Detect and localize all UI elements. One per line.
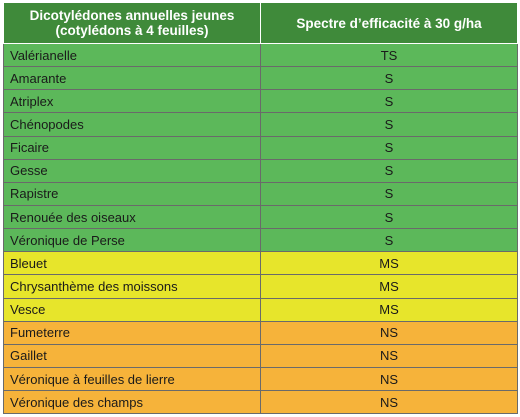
weed-name-cell: Gesse: [4, 159, 261, 182]
efficacy-value-cell: S: [261, 67, 518, 90]
efficacy-value-cell: S: [261, 136, 518, 159]
table-row: [4, 344, 518, 367]
efficacy-value-cell: NS: [261, 344, 518, 367]
table-row: [4, 67, 518, 90]
weed-name-cell: Atriplex: [4, 90, 261, 113]
efficacy-value-cell: MS: [261, 275, 518, 298]
weed-name-cell: Chénopodes: [4, 113, 261, 136]
weed-name-cell: Gaillet: [4, 344, 261, 367]
table-row: [4, 229, 518, 252]
efficacy-value-cell: NS: [261, 391, 518, 414]
weed-name-cell: Véronique à feuilles de lierre: [4, 367, 261, 390]
table-row: [4, 275, 518, 298]
weed-name-cell: Chrysanthème des moissons: [4, 275, 261, 298]
efficacy-value-cell: MS: [261, 252, 518, 275]
efficacy-value-cell: S: [261, 113, 518, 136]
efficacy-value-cell: NS: [261, 321, 518, 344]
table-row: [4, 113, 518, 136]
table-row: [4, 298, 518, 321]
table-row: [4, 44, 518, 67]
efficacy-value-cell: MS: [261, 298, 518, 321]
efficacy-value-cell: S: [261, 205, 518, 228]
efficacy-value-cell: S: [261, 90, 518, 113]
weed-name-cell: Ficaire: [4, 136, 261, 159]
weed-name-cell: Amarante: [4, 67, 261, 90]
weed-name-cell: Véronique de Perse: [4, 229, 261, 252]
efficacy-value-cell: TS: [261, 44, 518, 67]
table-row: [4, 252, 518, 275]
weed-name-cell: Rapistre: [4, 182, 261, 205]
table-row: [4, 367, 518, 390]
weed-name-cell: Vesce: [4, 298, 261, 321]
table-row: [4, 182, 518, 205]
table-row: [4, 321, 518, 344]
table-row: [4, 136, 518, 159]
weed-column-header-line2: (cotylédons à 4 feuilles): [55, 23, 209, 38]
efficacy-table-container: [3, 2, 517, 414]
weed-name-cell: Véronique des champs: [4, 391, 261, 414]
efficacy-value-cell: NS: [261, 367, 518, 390]
table-header-row: [4, 3, 518, 44]
efficacy-value-cell: S: [261, 159, 518, 182]
efficacy-column-header: Spectre d’efficacité à 30 g/ha: [261, 3, 518, 44]
efficacy-table: [3, 2, 518, 414]
table-row: [4, 159, 518, 182]
table-row: [4, 391, 518, 414]
weed-column-header-line1: Dicotylédones annuelles jeunes: [29, 8, 235, 23]
weed-name-cell: Bleuet: [4, 252, 261, 275]
table-row: [4, 205, 518, 228]
weed-name-cell: Renouée des oiseaux: [4, 205, 261, 228]
table-body: [4, 44, 518, 414]
weed-name-cell: Fumeterre: [4, 321, 261, 344]
efficacy-value-cell: S: [261, 229, 518, 252]
weed-name-cell: Valérianelle: [4, 44, 261, 67]
weed-column-header: [4, 3, 261, 44]
efficacy-value-cell: S: [261, 182, 518, 205]
table-row: [4, 90, 518, 113]
